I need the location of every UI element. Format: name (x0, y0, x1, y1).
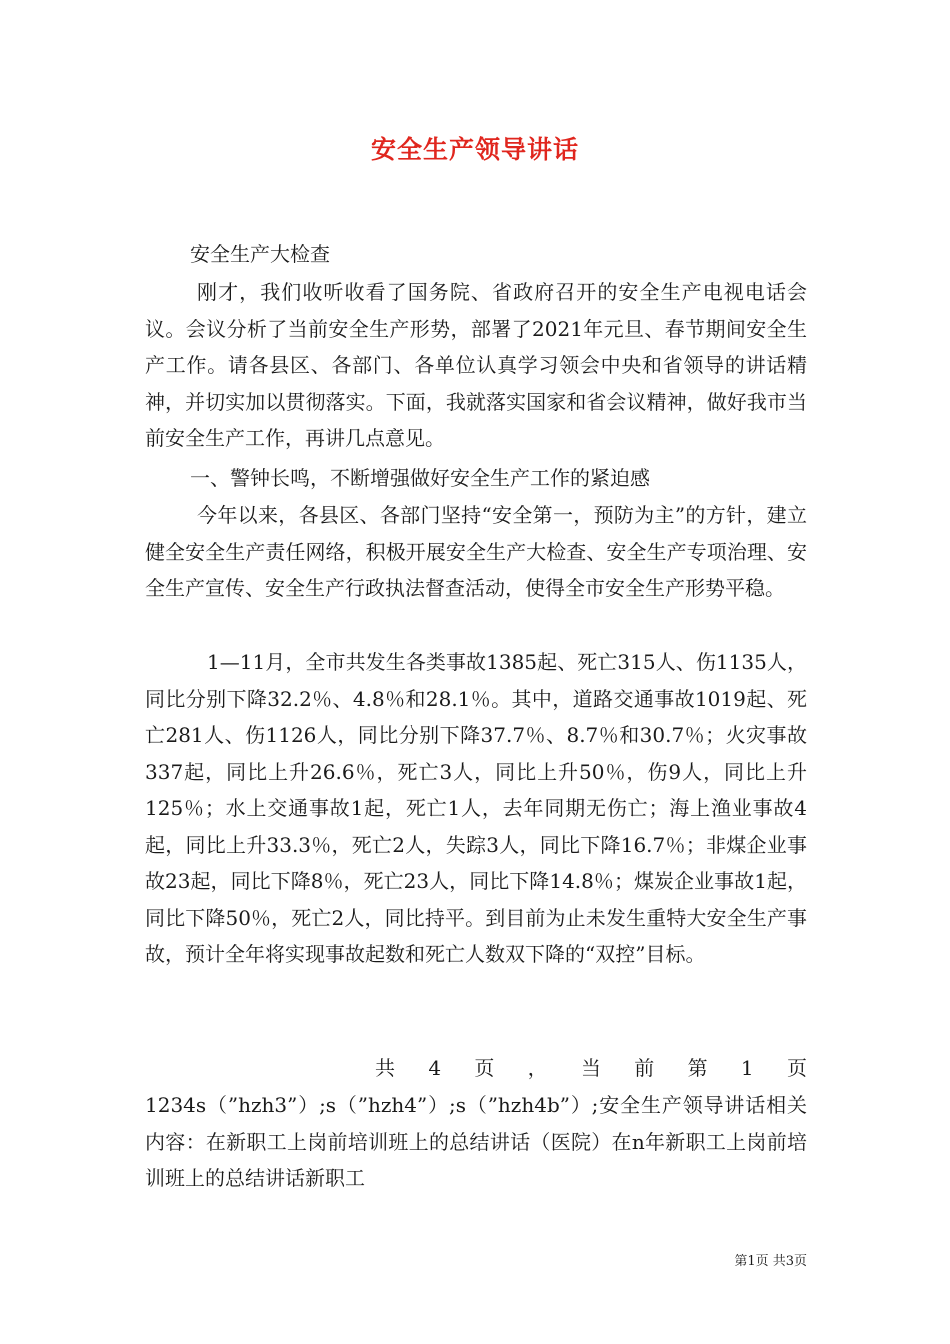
page-footer-info: 第1页 共3页 (734, 1254, 807, 1269)
pager-char: 1 (740, 1056, 754, 1080)
paragraph-accident-stats: 1—11月，全市共发生各类事故1385起、死亡315人、伤1135人，同比分别下降32.2％、4.8％和28.1％。其中，道路交通事故1019起、死亡281人、伤1126人，同比分别下降37.7％、8.7％和30.7％；火灾事故337起，同比上升26.6％，死亡3人，同比上升50％，伤9人，同比上升125％；水上交通事故1起，死亡1人，去年同期无伤亡；海上渔业事故4起，同比上升33.3％，死亡2人，失踪3人，同比下降16.7％；非煤企业事故23起，同比下降8％，死亡23人，同比下降14.8％；煤炭企业事故1起，同比下降50％，死亡2人，同比持平。到目前为止未发生重特大安全生产事故，预计全年将实现事故起数和死亡人数双下降的“双控”目标。 (145, 650, 807, 966)
paragraph-related-content: 1234s（”hzh3”）;s（”hzh4”）;s（”hzh4b”）;安全生产领导讲话相关内容：在新职工上岗前培训班上的总结讲话（医院）在n年新职工上岗前培训班上的总结讲话新职工 (145, 1093, 807, 1190)
pager-char: 第 (687, 1056, 708, 1080)
section-heading-1: 一、警钟长鸣，不断增强做好安全生产工作的紧迫感 (190, 466, 650, 490)
inline-page-counter (375, 1050, 807, 1087)
pager-char: 共 (375, 1056, 395, 1080)
paragraph-intro: 刚才，我们收听收看了国务院、省政府召开的安全生产电视电话会议。会议分析了当前安全生产形势，部署了2021年元旦、春节期间安全生产工作。请各县区、各部门、各单位认真学习领会中央和省领导的讲话精神，并切实加以贯彻落实。下面，我就落实国家和省会议精神，做好我市当前安全生产工作，再讲几点意见。 (145, 280, 807, 450)
pager-char: 页 (474, 1056, 495, 1080)
pager-char: 前 (634, 1056, 655, 1080)
document-title: 安全生产领导讲话 (370, 135, 579, 164)
pager-char: 当 (580, 1056, 601, 1080)
paragraph-yearly-summary: 今年以来，各县区、各部门坚持“安全第一，预防为主”的方针，建立健全安全生产责任网络，积极开展安全生产大检查、安全生产专项治理、安全生产宣传、安全生产行政执法督查活动，使得全市安全生产形势平稳。 (145, 503, 807, 600)
pager-char: ， (527, 1056, 548, 1080)
pager-char: 页 (786, 1056, 807, 1080)
pager-char: 4 (428, 1056, 442, 1080)
document-subtitle: 安全生产大检查 (190, 242, 330, 266)
